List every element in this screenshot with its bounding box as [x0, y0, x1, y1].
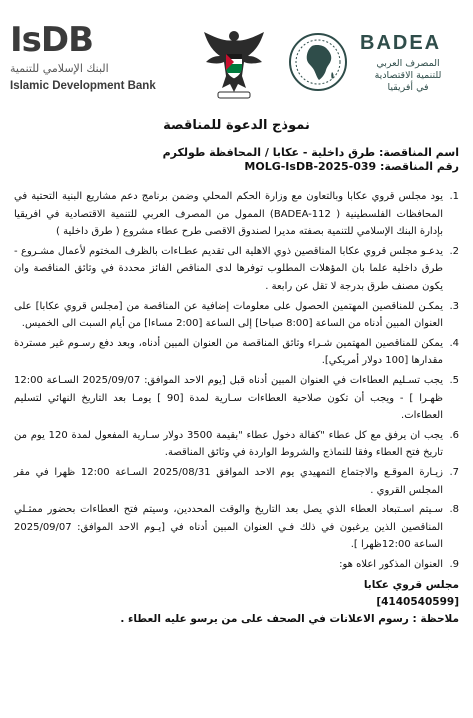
clause-text: يدعـو مجلس قروي عكابا المناقصين ذوي الاهلية الى تقديم عطـاءات بالظرف المختوم لأعمال مشـروع - طرق داخلية علما بان المؤهلات المطلوب توفرها لدى المناقص الفائز محددة في وثائق المناقصة وان يكون مصنف طرق بدرجة لا تقل عن رابعة .: [14, 245, 443, 292]
clause-number: 9.: [449, 558, 459, 570]
clause-item: [14, 372, 459, 425]
clause-item: [14, 335, 459, 370]
clause-text: سـيتم اسـتبعاد العطاء الذي يصل بعد التاريخ والوقت المحددين، وسيتم فتح العطاءات بحضور ممثـلي المناقصين الذين يرغبون في ذلك فـي العنوان المبين أدناه في [يـوم الاحد الموافق: 2025/09/07 الساعة 12:00ظهرا ].: [14, 504, 443, 551]
tender-name: اسم المناقصة: طرق داخلية - عكابا / المحافظة طولكرم: [162, 146, 459, 159]
clause-text: يمكـن للمناقصين المهتمين الحصول على معلومات إضافية عن المناقصة من [مجلس قروي عكابا] على العنوان المبين أدناه من الساعة [8:00 صباحا] إلى الساعة [2:00 مساءا] من أيام السبت الى الخميس.: [14, 300, 443, 330]
clause-item: [14, 298, 459, 333]
palestine-eagle-emblem-icon: [198, 26, 270, 102]
document-title: نموذج الدعوة للمناقصة: [163, 118, 310, 133]
clause-number: 2.: [449, 245, 459, 257]
clause-number: 3.: [449, 300, 459, 312]
isdb-logo-english: Islamic Development Bank: [10, 80, 156, 92]
clause-number: 7.: [449, 466, 459, 478]
clause-text: يجب تسـليم العطاءات في العنوان المبين أدناه قبل [يوم الاحد الموافق: 2025/09/07 السـاعة 12:00 ظهـرا ] - ويجب أن تكون صلاحية العطاءات سـارية لمدة [90 ] يومـا بعد التاريخ النهائي لتسليم العطاءات.: [14, 374, 443, 422]
isdb-logo-mark: IsDB: [10, 20, 94, 60]
clause-text: يجب ان يرفق مع كل عطاء "كفالة دخول عطاء "بقيمة 3500 دولار سـارية المفعول لمدة 120 يوم من تاريخ فتح العطاء وفقا للنماذج والشروط الواردة في وثائق المناقصة.: [14, 429, 444, 459]
address-name: مجلس قروي عكابا: [363, 579, 459, 591]
badea-logo: [286, 24, 461, 100]
badea-arabic-line: للتنمية الاقتصادية: [374, 70, 442, 81]
tender-info: [14, 146, 459, 174]
isdb-logo-arabic: البنك الإسلامي للتنمية: [10, 62, 109, 75]
closing-section: [14, 577, 459, 628]
clause-text: العنوان المذكور اعلاه هو:: [339, 558, 443, 570]
clause-item: [14, 243, 459, 296]
footer-note: ملاحظة : رسوم الاعلانات في الصحف على من يرسو عليه العطاء .: [120, 613, 459, 625]
badea-logo-arabic: [358, 58, 458, 94]
clause-text: يود مجلس قروي عكابا وبالتعاون مع وزارة الحكم المحلي وضمن برنامج دعم مشاريع البنية التحتية في المحافظات الفلسطينية ( BADEA-112) الممول من المصرف العربي للتنمية الاقتصادية في افريقيا بإدارة البنك الإسلامي للتنمية بصفته مديرا لصندوق الاقصى طرح عطاء مشروع ( طرق داخلية ): [14, 191, 443, 238]
isdb-logo: [10, 20, 155, 100]
clause-text: يمكن للمناقصين المهتمين شـراء وثائق المناقصة من العنوان المبين أدناه، وبعد دفع رسـوم غير مستردة مقدارها [100 دولار أمريكي].: [14, 337, 443, 367]
africa-globe-icon: [286, 30, 350, 94]
badea-logo-name: BADEA: [360, 32, 442, 54]
badea-arabic-line: في أفريقيا: [387, 82, 429, 93]
clause-number: 8.: [449, 504, 459, 516]
header-logos: [0, 10, 473, 106]
clause-item: [14, 188, 459, 241]
clause-item: [14, 501, 459, 554]
clause-number: 4.: [449, 337, 459, 349]
clause-item: [14, 427, 459, 462]
address-phone: [4140540599]: [376, 596, 459, 608]
clause-item: [14, 556, 459, 574]
clause-text: زيـارة الموقـع والاجتماع التمهيدي يوم الاحد الموافق 2025/08/31 السـاعة 12:00 ظهرا في مقر المجلس القروي .: [14, 466, 443, 496]
clause-number: 1.: [449, 191, 459, 202]
tender-reference: رقم المناقصة: MOLG-IsDB-2025-039: [244, 160, 459, 173]
clause-number: 6.: [449, 429, 459, 441]
badea-arabic-line: المصرف العربي: [376, 58, 440, 69]
clause-number: 5.: [449, 374, 459, 386]
tender-clauses: [14, 188, 459, 575]
clause-item: [14, 464, 459, 499]
